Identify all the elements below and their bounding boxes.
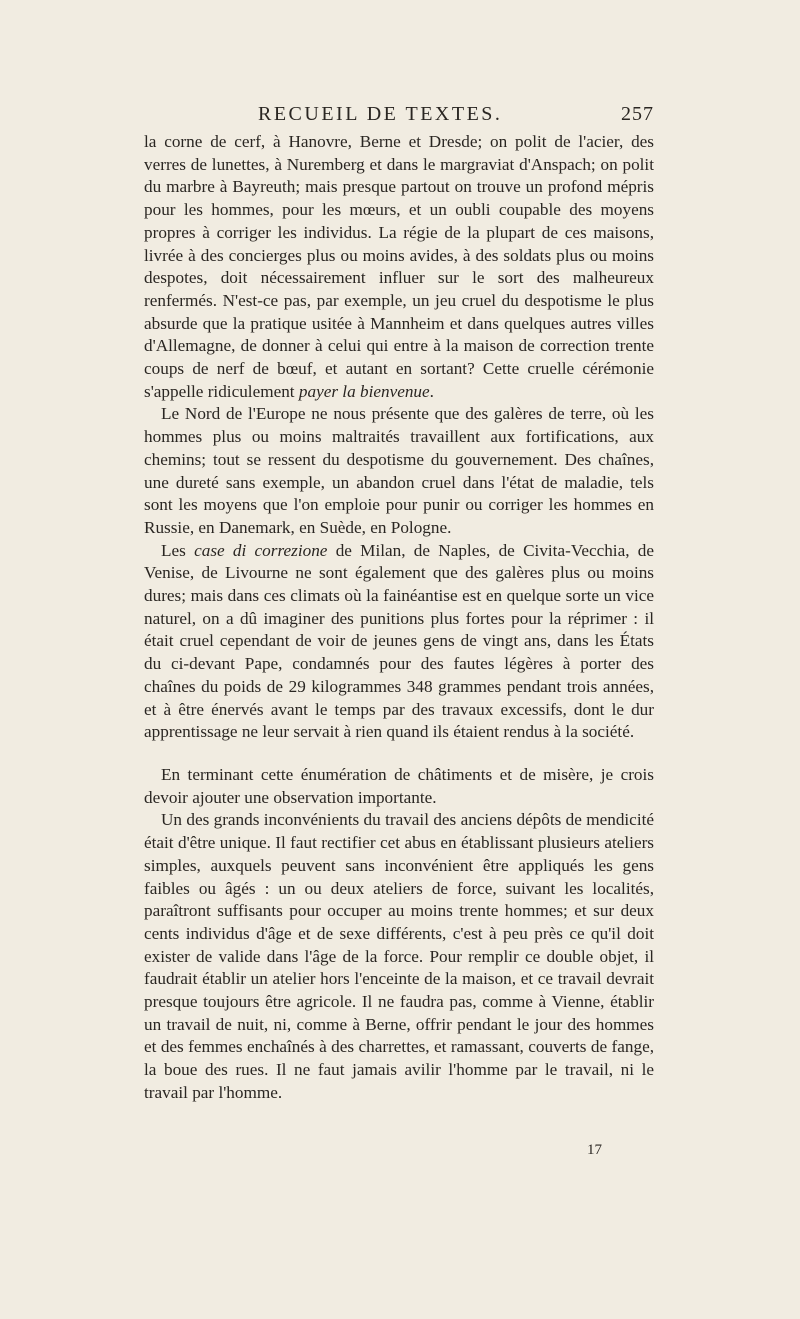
signature-mark: 17 [587, 1142, 602, 1158]
text-run: la corne de cerf, à Hanovre, Berne et Dresde; on polit de l'acier, des verres de lunettes, à Nuremberg et dans le margraviat d'Anspach; on polit du marbre à Bayreuth; mais presque partout on trouve un profond mépris pour les hommes, pour les mœurs, et un oubli coupable des moyens propres à corriger les individus. La régie de la plupart de ces maisons, livrée à des concierges plus ou moins avides, à des soldats plus ou moins despotes, doit nécessairement influer sur le sort des malheureux renfermés. N'est-ce pas, par exemple, un jeu cruel du despotisme le plus absurde que la pratique usitée à Mannheim et dans quelques autres villes d'Allemagne, de donner à celui qui entre à la maison de correction trente coups de nerf de bœuf, et autant en sortant? Cette cruelle cérémonie s'appelle ridiculement [144, 132, 654, 401]
page-header [144, 103, 654, 133]
italic-text: case di correzione [194, 540, 328, 560]
paragraph [144, 131, 654, 403]
text-run: En terminant cette énumération de châtiments et de misère, je crois devoir ajouter une observation importante. [144, 764, 654, 807]
text-run: de Milan, de Naples, de Civita-Vecchia, de Venise, de Livourne ne sont également que des galères plus ou moins dures; mais dans ces climats où la fainéantise est en quelque sorte un vice naturel, on a dû imaginer des punitions plus fortes pour la réprimer : il était cruel cependant de voir de jeunes gens de vingt ans, dans les États du ci-devant Pape, condamnés pour des fautes légères à porter des chaînes du poids de 29 kilogrammes 348 grammes pendant trois années, et à être énervés avant le temps par des travaux excessifs, dont le dur apprentissage ne leur servait à rien quand ils étaient rendus à la société. [144, 540, 654, 742]
text-run: Les [161, 540, 195, 560]
running-title: RECUEIL DE TEXTES. [258, 103, 503, 125]
page-number: 257 [621, 103, 654, 125]
paragraph [144, 809, 654, 1104]
text-run: Un des grands inconvénients du travail des anciens dépôts de mendicité était d'être unique. Il faut rectifier cet abus en établissant plusieurs ateliers simples, auxquels peuvent sans inconvénient être appliqués les gens faibles ou âgés : un ou deux ateliers de force, suivant les localités, paraîtront suffisants pour occuper au moins trente hommes; et sur deux cents individus d'âge et de sexe différents, c'est à peu près ce qu'il doit exister de valide dans l'âge de la force. Pour remplir ce double objet, il faudrait établir un atelier hors l'enceinte de la maison, et ce travail devrait presque toujours être agricole. Il ne faudra pas, comme à Vienne, établir un travail de nuit, ni, comme à Berne, offrir pendant le jour des hommes et des femmes enchaînés à des charrettes, et ramassant, couverts de fange, la boue des rues. Il ne faut jamais avilir l'homme par le travail, ni le travail par l'homme. [144, 810, 654, 1102]
paragraph [144, 540, 654, 744]
paragraph [144, 764, 654, 809]
body-text [144, 131, 654, 1105]
italic-text: payer la bienvenue [298, 381, 430, 401]
text-run: Le Nord de l'Europe ne nous présente que des galères de terre, où les hommes plus ou moins maltraités travaillent aux fortifications, aux chemins; tout se ressent du despotisme du gouvernement. Des chaînes, une dureté sans exemple, un abandon cruel dans l'état de maladie, tels sont les moyens que l'on emploie pour punir ou corriger les hommes en Russie, en Danemark, en Suède, en Pologne. [144, 404, 654, 537]
text-run: . [429, 381, 434, 401]
paragraph [144, 403, 654, 539]
